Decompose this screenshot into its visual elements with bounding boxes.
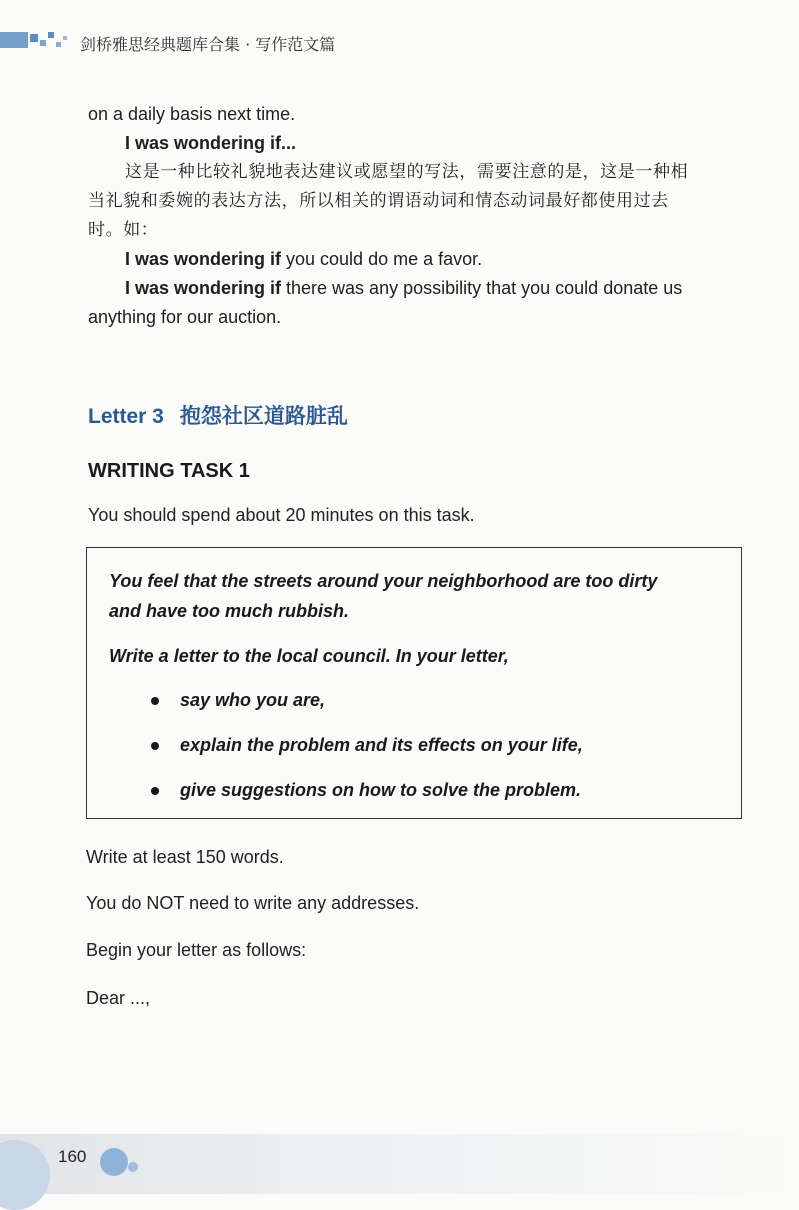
bullet-item: explain the problem and its effects on your life, — [180, 735, 583, 755]
chinese-explanation-line: 时。如： — [88, 220, 159, 240]
header-decoration — [0, 28, 70, 52]
bullet-item: say who you are, — [180, 690, 326, 710]
intro-section — [88, 100, 728, 332]
bullet-icon — [151, 742, 159, 750]
example-sentence-continued: anything for our auction. — [88, 307, 282, 327]
time-note: You should spend about 20 minutes on this task. — [88, 505, 475, 525]
min-words-note: Write at least 150 words. — [86, 847, 284, 867]
example-sentence: I was wondering if you could do me a favor. — [125, 249, 483, 269]
running-header-title: 剑桥雅思经典题库合集 · 写作范文篇 — [80, 35, 336, 54]
bullet-item: give suggestions on how to solve the problem. — [180, 780, 582, 800]
chinese-explanation-line: 这是一种比较礼貌地表达建议或愿望的写法，需要注意的是，这是一种相 — [125, 162, 689, 182]
letter-label: Letter 3 — [88, 405, 164, 428]
salutation: Dear ..., — [86, 988, 151, 1008]
phrase-heading: I was wondering if... — [125, 133, 297, 153]
instruction-line: Write a letter to the local council. In your letter, — [109, 646, 509, 666]
intro-line: on a daily basis next time. — [88, 104, 296, 124]
prompt-line: You feel that the streets around your neighborhood are too dirty — [109, 571, 658, 591]
address-note: You do NOT need to write any addresses. — [86, 893, 420, 913]
prompt-line: and have too much rubbish. — [109, 601, 350, 621]
footer-decoration — [100, 1148, 128, 1176]
task-prompt-box — [86, 547, 742, 819]
letter-title: 抱怨社区道路脏乱 — [179, 404, 348, 428]
bullet-icon — [151, 697, 159, 705]
chinese-explanation-line: 当礼貌和委婉的表达方法，所以相关的谓语动词和情态动词最好都使用过去 — [88, 191, 669, 211]
bullet-icon — [151, 787, 159, 795]
begin-note: Begin your letter as follows: — [86, 940, 307, 960]
letter-heading — [88, 400, 348, 430]
task-heading: WRITING TASK 1 — [88, 460, 250, 482]
footer-decoration — [128, 1162, 138, 1172]
example-sentence: I was wondering if there was any possibility that you could donate us — [125, 278, 683, 298]
page-number: 160 — [58, 1147, 87, 1166]
